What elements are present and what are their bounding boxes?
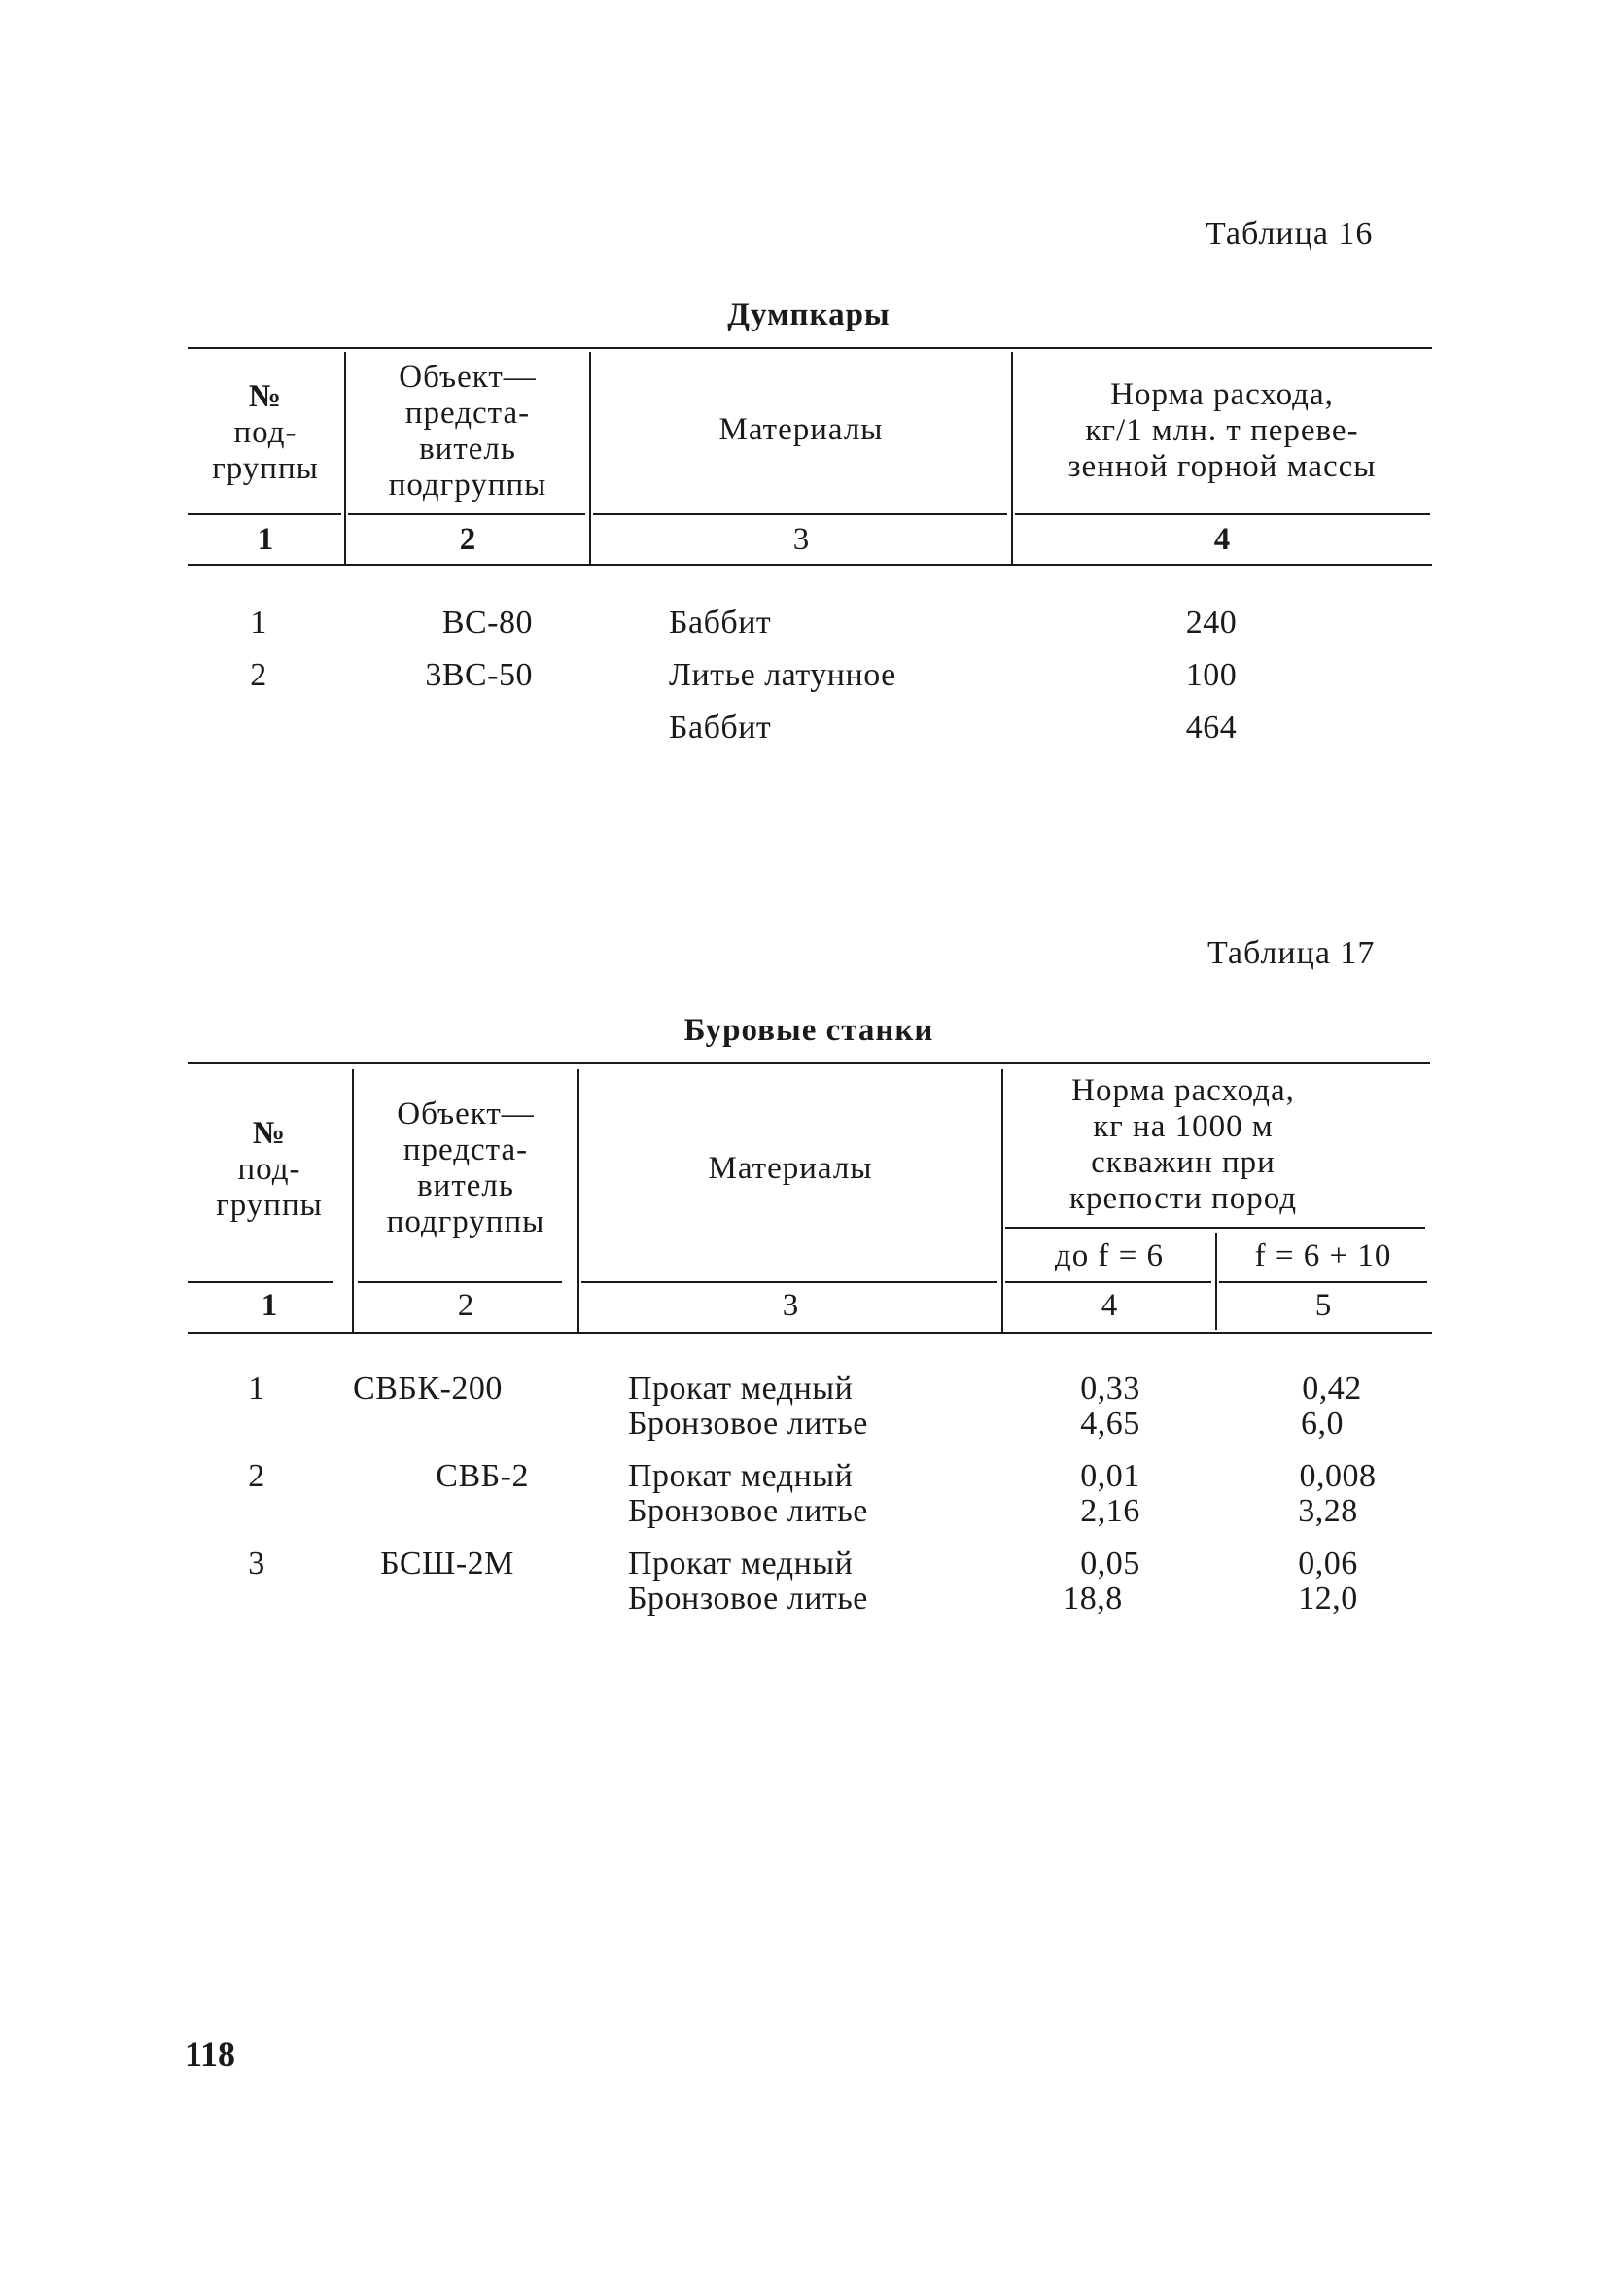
table17-header-norm bbox=[1003, 1073, 1363, 1217]
table17-norm-rule bbox=[1005, 1227, 1425, 1229]
table17-row2-v1-b: 2,16 bbox=[1080, 1493, 1140, 1529]
header-line: под- bbox=[233, 415, 297, 450]
table16-header-rule-2 bbox=[348, 513, 585, 515]
table17-row3-v1-b: 18,8 bbox=[1063, 1581, 1123, 1617]
table16-top-rule bbox=[188, 347, 1432, 349]
header-line: подгруппы bbox=[386, 1204, 545, 1239]
table17-row1-material-a: Прокат медный bbox=[628, 1371, 854, 1407]
table17-colnum-5: 5 bbox=[1314, 1288, 1332, 1323]
table16-colnum-4: 4 bbox=[1213, 522, 1231, 557]
table17-colnum-2: 2 bbox=[457, 1288, 474, 1323]
table17-header-rule-5 bbox=[1219, 1281, 1427, 1283]
table17-header-rule-1 bbox=[188, 1281, 333, 1283]
table17-row1-object: СВБК-200 bbox=[353, 1371, 503, 1407]
header-line: зенной горной массы bbox=[1067, 449, 1377, 484]
table16-row1-norm: 240 bbox=[1185, 605, 1238, 641]
table17-header-rule-3 bbox=[581, 1281, 997, 1283]
table16-colnum-1: 1 bbox=[257, 522, 274, 557]
table17-row3-material-b: Бронзовое литье bbox=[628, 1581, 868, 1617]
table17-row2-group: 2 bbox=[248, 1458, 265, 1494]
header-line: предста- bbox=[404, 396, 531, 431]
table17-header-rule-2 bbox=[358, 1281, 562, 1283]
table16-colnum-3: 3 bbox=[792, 522, 810, 557]
header-line: группы bbox=[212, 451, 319, 486]
table17-row2-material-a: Прокат медный bbox=[628, 1458, 854, 1494]
table17-row1-v1-b: 4,65 bbox=[1080, 1406, 1140, 1442]
table16-colnum-2: 2 bbox=[459, 522, 476, 557]
table16-row2-norm: 100 bbox=[1185, 657, 1238, 693]
table17-header-object bbox=[354, 1096, 577, 1240]
header-line: группы bbox=[216, 1188, 323, 1223]
table16-row2-material: Литье латунное bbox=[669, 657, 896, 693]
header-line: под- bbox=[237, 1152, 301, 1187]
table17-row2-v2-b: 3,28 bbox=[1298, 1493, 1358, 1529]
table17-row2-material-b: Бронзовое литье bbox=[628, 1493, 868, 1529]
header-line: витель bbox=[417, 1168, 514, 1203]
table17-row3-group: 3 bbox=[248, 1546, 265, 1582]
header-line: подгруппы bbox=[388, 468, 547, 503]
table17-row1-v2-b: 6,0 bbox=[1301, 1406, 1344, 1442]
header-line: кг на 1000 м bbox=[1093, 1109, 1274, 1144]
table16-header-group bbox=[188, 379, 343, 487]
table17-top-rule bbox=[188, 1062, 1430, 1064]
header-line: Объект— bbox=[397, 1096, 535, 1131]
header-line: № bbox=[252, 1116, 287, 1151]
header-line: предста- bbox=[402, 1132, 529, 1167]
table16-header-object bbox=[346, 360, 589, 504]
table17-row3-v1-a: 0,05 bbox=[1080, 1546, 1140, 1582]
table17-title: Буровые станки bbox=[683, 1013, 934, 1048]
header-line: Объект— bbox=[399, 360, 537, 395]
page-number: 118 bbox=[185, 2035, 236, 2073]
table17-row1-v2-a: 0,42 bbox=[1302, 1371, 1362, 1407]
table16-row3-material: Баббит bbox=[669, 710, 772, 746]
header-line: крепости пород bbox=[1068, 1181, 1298, 1216]
table16-body-rule bbox=[188, 564, 1432, 566]
table16-header-rule-4 bbox=[1015, 513, 1430, 515]
table16-header-materials: Материалы bbox=[718, 412, 884, 447]
table17-row1-material-b: Бронзовое литье bbox=[628, 1406, 868, 1442]
header-line: Норма расхода, bbox=[1110, 377, 1334, 412]
header-line: витель bbox=[419, 432, 516, 467]
header-line: скважин при bbox=[1091, 1145, 1276, 1180]
table17-colnum-1: 1 bbox=[261, 1288, 278, 1323]
table16-header-rule-3 bbox=[593, 513, 1007, 515]
table16-header-rule-1 bbox=[188, 513, 341, 515]
header-line: Норма расхода, bbox=[1071, 1073, 1295, 1108]
table16-title: Думпкары bbox=[727, 297, 891, 332]
table17-row3-v2-b: 12,0 bbox=[1298, 1581, 1358, 1617]
table17-header-materials: Материалы bbox=[708, 1151, 873, 1186]
table17-row2-v2-a: 0,008 bbox=[1299, 1458, 1377, 1494]
table17-header-group bbox=[188, 1116, 351, 1224]
table17-row3-material-a: Прокат медный bbox=[628, 1546, 854, 1582]
header-line: № bbox=[248, 379, 283, 414]
table17-row2-v1-a: 0,01 bbox=[1080, 1458, 1140, 1494]
table16-row1-group: 1 bbox=[250, 605, 267, 641]
table17-colnum-4: 4 bbox=[1101, 1288, 1118, 1323]
table17-row1-group: 1 bbox=[248, 1371, 265, 1407]
table17-row2-object: СВБ-2 bbox=[436, 1458, 529, 1494]
table16-row3-norm: 464 bbox=[1185, 710, 1238, 746]
table17-row3-v2-a: 0,06 bbox=[1298, 1546, 1358, 1582]
table17-row1-v1-a: 0,33 bbox=[1080, 1371, 1140, 1407]
table17-colnum-3: 3 bbox=[782, 1288, 799, 1323]
table16-row1-object: ВС-80 bbox=[441, 605, 533, 641]
header-line: кг/1 млн. т переве- bbox=[1085, 413, 1359, 448]
table16-label: Таблица 16 bbox=[1206, 216, 1374, 252]
table17-label: Таблица 17 bbox=[1207, 935, 1376, 971]
table16-row2-group: 2 bbox=[250, 657, 267, 693]
table17-header-sub4: до f = 6 bbox=[1054, 1238, 1165, 1273]
table16-row2-object: 3ВС-50 bbox=[425, 657, 533, 693]
table16-header-norm bbox=[1013, 377, 1431, 485]
table17-body-rule bbox=[188, 1332, 1432, 1334]
table16-row1-material: Баббит bbox=[669, 605, 772, 641]
table17-row3-object: БСШ-2М bbox=[380, 1546, 514, 1582]
table17-header-sub5: f = 6 + 10 bbox=[1254, 1238, 1392, 1273]
table17-header-rule-4 bbox=[1005, 1281, 1211, 1283]
